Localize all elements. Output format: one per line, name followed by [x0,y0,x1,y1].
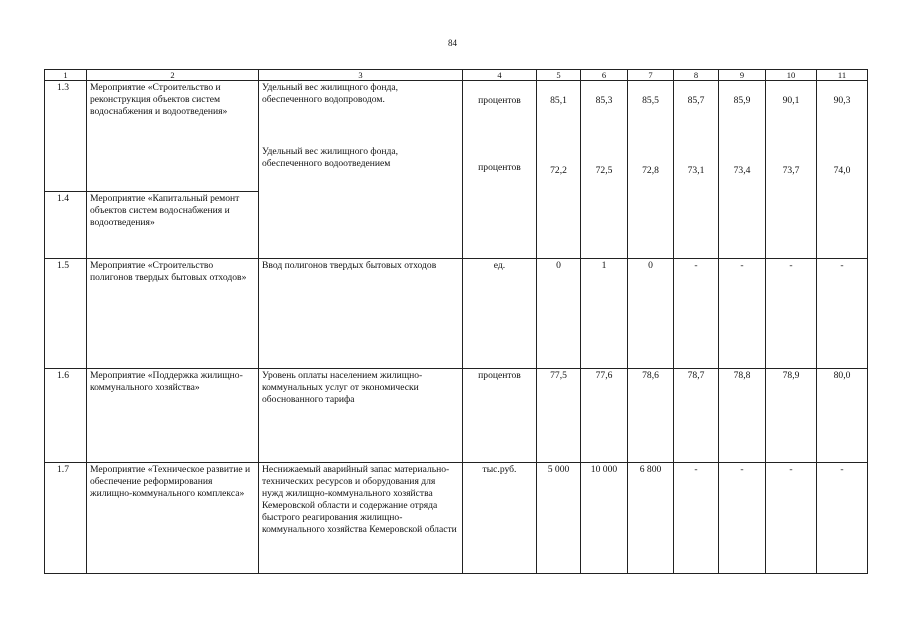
value: - [766,463,817,574]
row-number: 1.3 [45,81,87,192]
row-number: 1.7 [45,463,87,574]
header-cell: 3 [259,70,463,81]
value-cell [817,81,868,259]
unit: ед. [463,259,537,369]
value: - [674,463,719,574]
row-number: 1.6 [45,369,87,463]
event-name: Мероприятие «Поддержка жилищно-коммунального хозяйства» [87,369,259,463]
indicator-name: Уровень оплаты населением жилищно-коммунальных услуг от экономически обоснованного тарифа [259,369,463,463]
value: 80,0 [817,369,868,463]
value: 77,6 [581,369,628,463]
header-cell: 6 [581,70,628,81]
indicator-name: Удельный вес жилищного фонда, обеспеченного водопроводом. [262,82,399,105]
header-cell: 8 [674,70,719,81]
header-row [45,70,868,81]
header-cell: 2 [87,70,259,81]
value: 73,1 [687,165,705,176]
indicator-name: Ввод полигонов твердых бытовых отходов [259,259,463,369]
event-name: Мероприятие «Техническое развитие и обеспечение реформирования жилищно-коммунального комплекса» [87,463,259,574]
value: 78,9 [766,369,817,463]
value: 78,7 [674,369,719,463]
value: 85,7 [687,95,705,106]
header-cell: 7 [628,70,674,81]
unit: процентов [463,369,537,463]
value: 6 800 [628,463,674,574]
value: 85,5 [642,95,659,106]
value: 78,8 [719,369,766,463]
event-name: Мероприятие «Строительство и реконструкция объектов систем водоснабжения и водоотведения» [87,81,259,192]
value-cell [537,81,581,259]
value: 72,5 [595,165,613,176]
value: 10 000 [581,463,628,574]
value: 0 [628,259,674,369]
header-cell: 11 [817,70,868,81]
unit: тыс.руб. [463,463,537,574]
value: 78,6 [628,369,674,463]
value-cell [628,81,674,259]
table-row [45,463,868,574]
value: 85,9 [733,95,751,106]
value: 73,4 [733,165,751,176]
value: - [719,463,766,574]
value: 73,7 [782,165,800,176]
value-cell [581,81,628,259]
value-cell [766,81,817,259]
indicator-name: Неснижаемый аварийный запас материально-технических ресурсов и оборудования для нужд жилищно-коммунального хозяйства Кемеровской области и содержание отряда быстрого реагирования жилищно-коммунального хозяйства Кемеровской области [259,463,463,574]
row-number: 1.4 [45,192,87,259]
header-cell: 10 [766,70,817,81]
header-cell: 4 [463,70,537,81]
value: 5 000 [537,463,581,574]
table-row [45,81,868,192]
header-cell: 9 [719,70,766,81]
value: 85,1 [550,95,567,106]
value: - [817,259,868,369]
value: 1 [581,259,628,369]
event-name: Мероприятие «Капитальный ремонт объектов систем водоснабжения и водоотведения» [87,192,259,259]
unit: процентов [478,95,521,106]
unit: процентов [478,162,521,173]
value: 90,3 [833,95,851,106]
value: 85,3 [595,95,613,106]
value-cell [719,81,766,259]
value: 72,8 [642,165,659,176]
value: 77,5 [537,369,581,463]
row-number: 1.5 [45,259,87,369]
page-number: 84 [448,38,457,48]
value: - [674,259,719,369]
event-name: Мероприятие «Строительство полигонов твердых бытовых отходов» [87,259,259,369]
header-cell: 1 [45,70,87,81]
value: - [719,259,766,369]
table-row [45,369,868,463]
value: 0 [537,259,581,369]
value: 90,1 [782,95,800,106]
indicators-table [44,69,868,574]
header-cell: 5 [537,70,581,81]
value: 74,0 [833,165,851,176]
unit-cell [463,81,537,259]
table-row [45,259,868,369]
indicator-name: Удельный вес жилищного фонда, обеспеченного водоотведением [262,146,399,169]
value: - [817,463,868,574]
value-cell [674,81,719,259]
indicator-cell [259,81,463,259]
value: - [766,259,817,369]
value: 72,2 [550,165,567,176]
